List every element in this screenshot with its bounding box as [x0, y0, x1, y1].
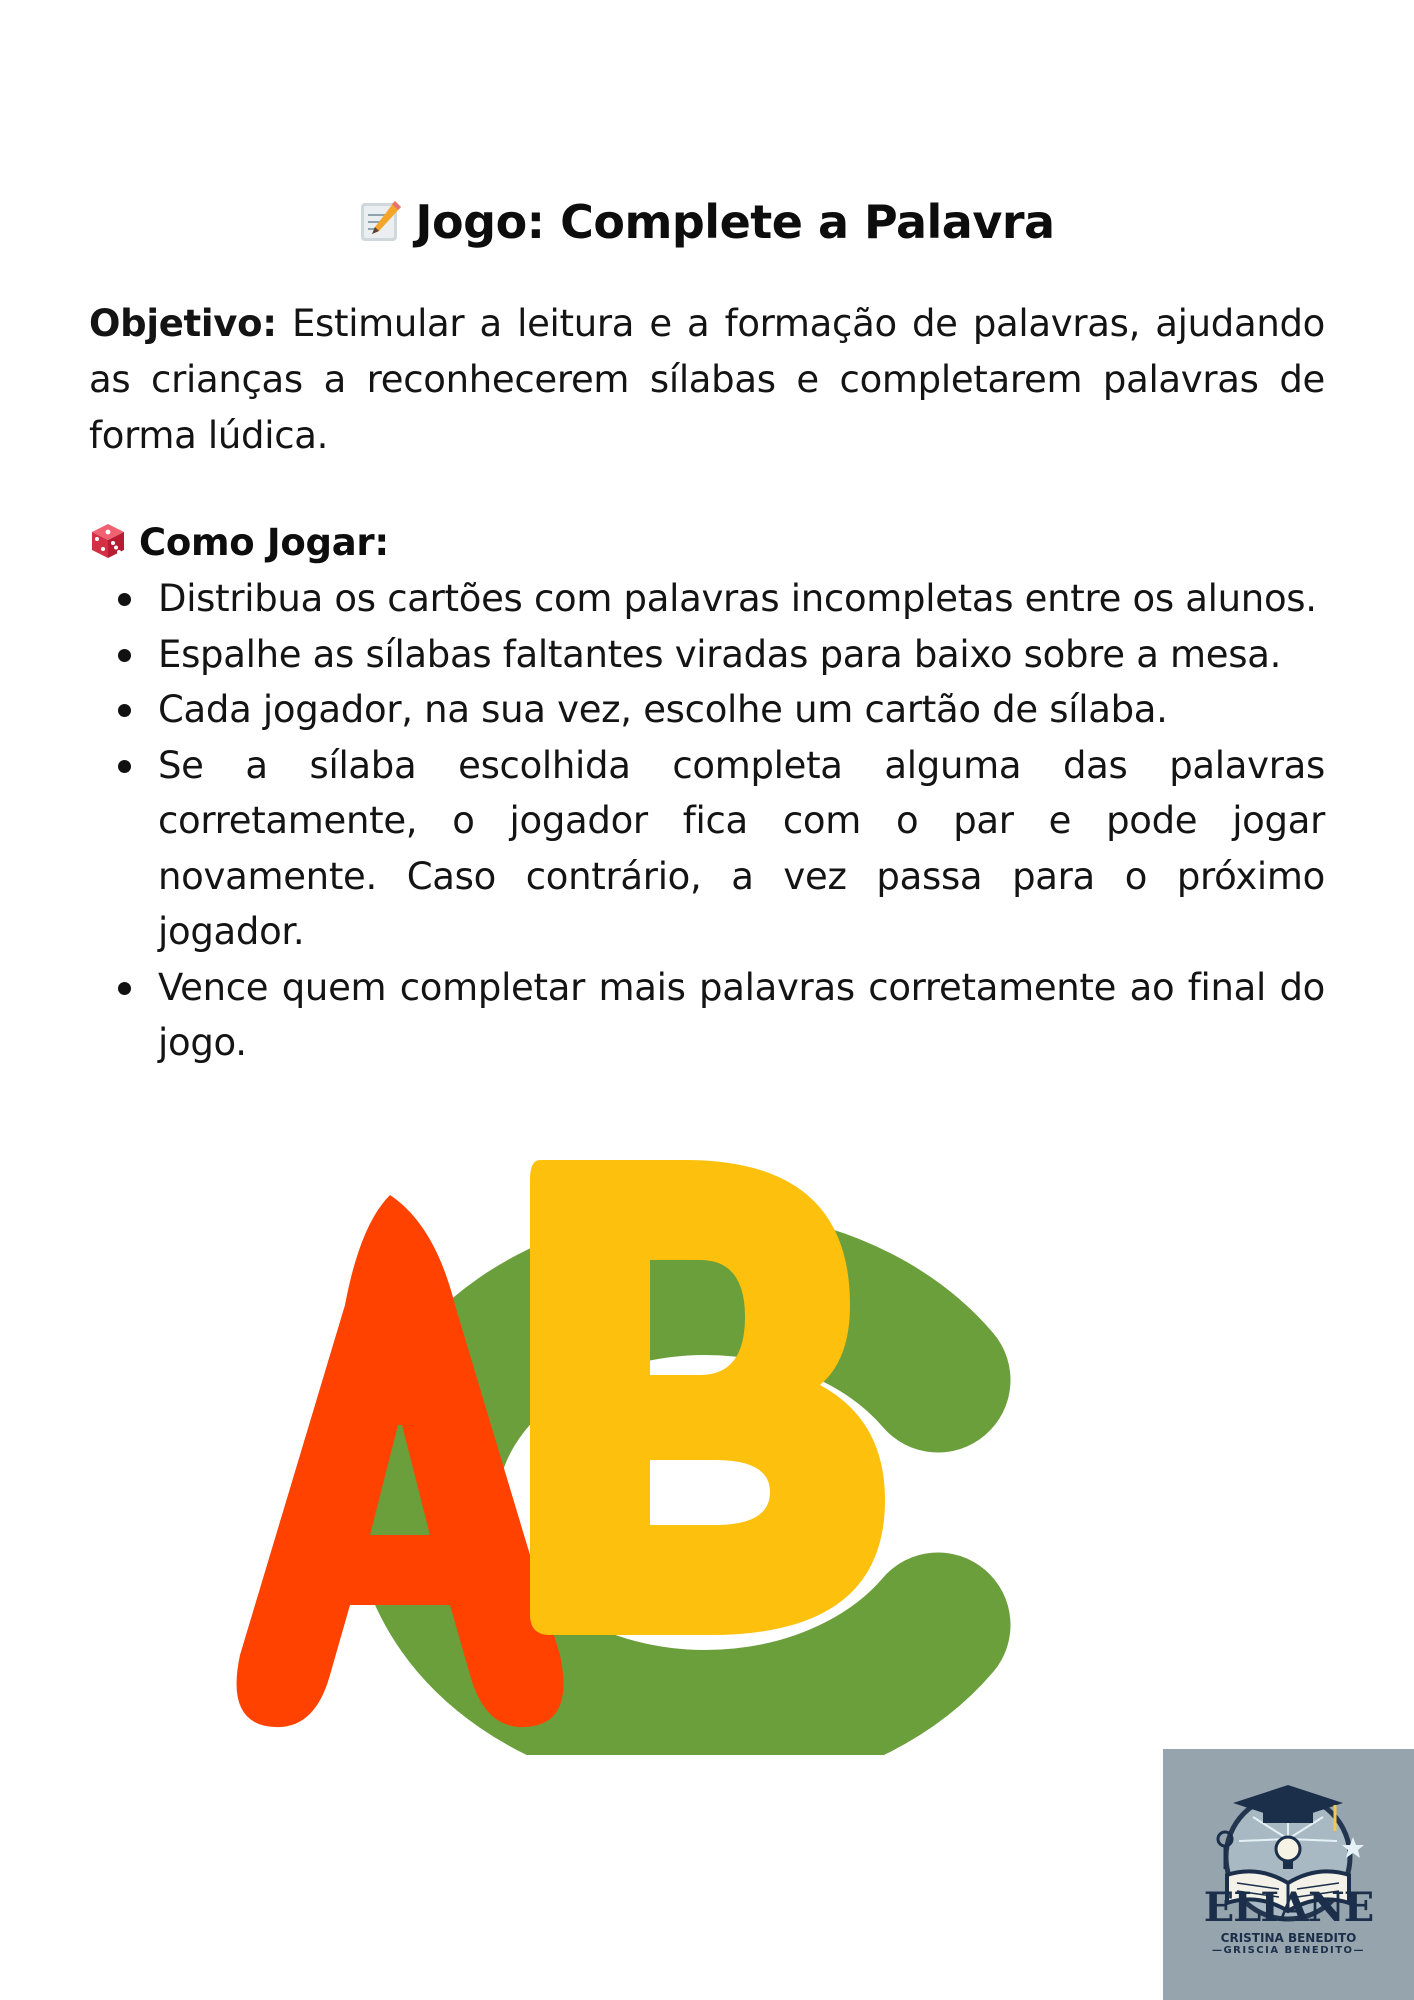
- how-to-play-heading: [89, 515, 689, 571]
- list-item: Vence quem completar mais palavras corretamente ao final do jogo.: [158, 960, 1325, 1071]
- objective-text: Estimular a leitura e a formação de palavras, ajudando as crianças a reconhecerem sílabas e completarem palavras de forma lúdica.: [89, 302, 1325, 457]
- list-item: Cada jogador, na sua vez, escolhe um cartão de sílaba.: [158, 682, 1325, 738]
- page-title-text: Jogo: Complete a Palavra: [415, 195, 1055, 249]
- logo-subtitle-2: —GRISCIA BENEDITO—: [1211, 1945, 1366, 1956]
- objective-label: Objetivo:: [89, 302, 277, 345]
- author-logo: [1163, 1749, 1414, 2000]
- objective-paragraph: [89, 296, 1325, 464]
- memo-icon: [359, 199, 403, 243]
- list-item: Distribua os cartões com palavras incompletas entre os alunos.: [158, 571, 1325, 627]
- abc-illustration: [230, 1155, 1190, 1755]
- list-item: Espalhe as sílabas faltantes viradas para baixo sobre a mesa.: [158, 627, 1325, 683]
- how-to-play-heading-text: Como Jogar:: [139, 521, 389, 564]
- how-to-play-steps: [158, 571, 1325, 1071]
- letter-b-shape: [530, 1160, 885, 1635]
- dice-icon: [89, 522, 127, 560]
- list-item: Se a sílaba escolhida completa alguma das palavras corretamente, o jogador fica com o par e pode jogar novamente. Caso contrário, a vez passa para o próximo jogador.: [158, 738, 1325, 960]
- page-title: [0, 192, 1414, 252]
- logo-name: ELIANE: [1203, 1884, 1374, 1931]
- logo-subtitle-1: CRISTINA BENEDITO: [1220, 1931, 1357, 1945]
